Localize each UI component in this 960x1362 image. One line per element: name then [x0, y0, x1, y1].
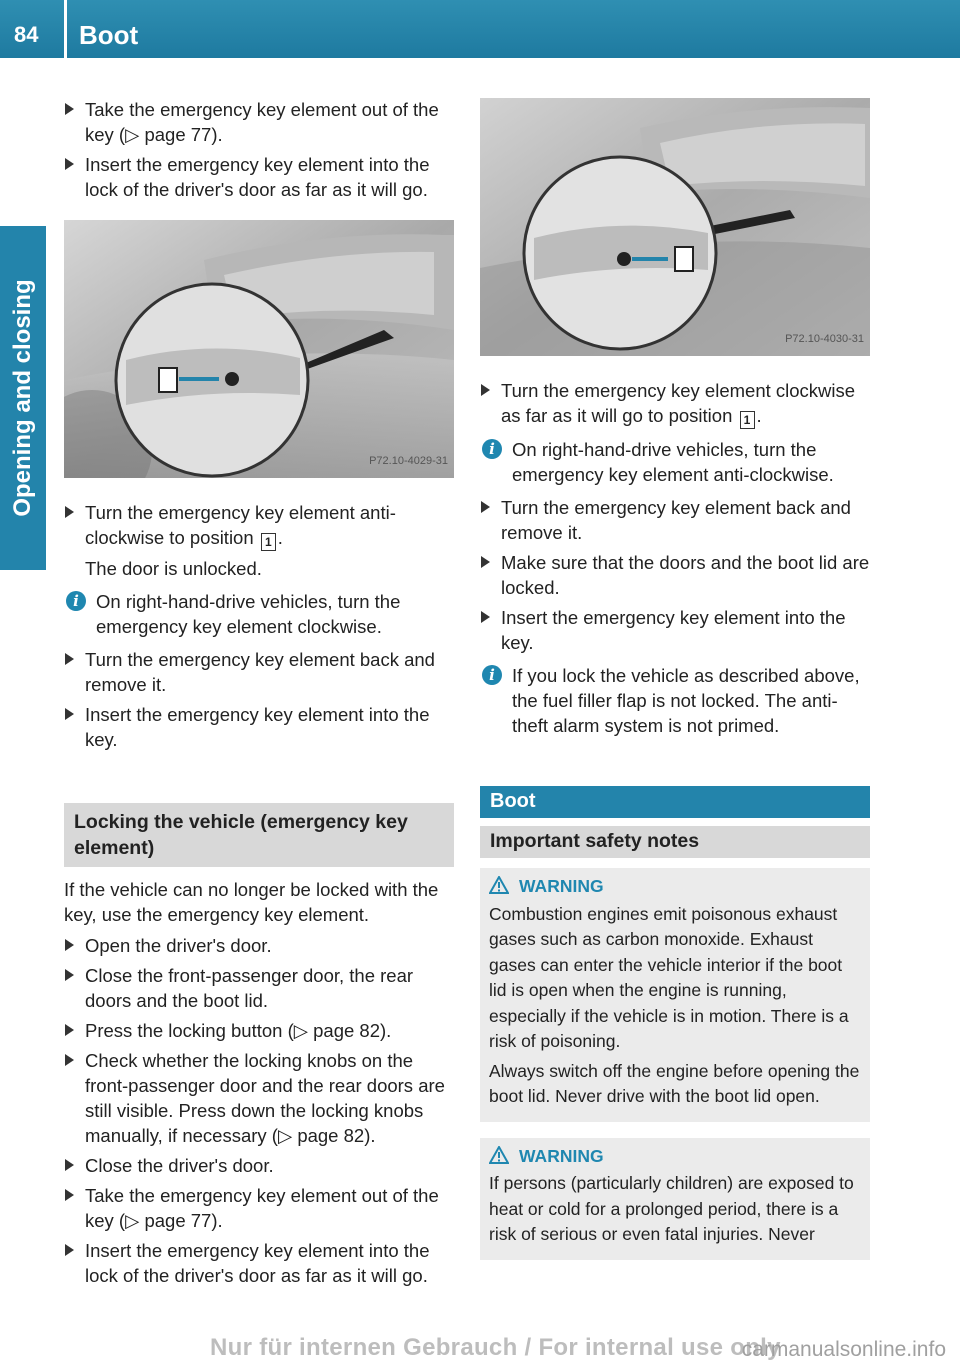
arrow-icon [65, 969, 74, 981]
side-tab-label: Opening and closing [9, 279, 36, 517]
arrow-icon [65, 1159, 74, 1171]
warning-icon [489, 1146, 509, 1164]
step-item: Close the front-passenger door, the rear doors and the boot lid. [64, 963, 454, 1013]
footer-watermark: Nur für internen Gebrauch / For internal use only [210, 1334, 781, 1361]
page-number: 84 [14, 22, 39, 47]
arrow-icon [65, 653, 74, 665]
door-lock-figure-right [480, 98, 870, 356]
step-item: Turn the emergency key element anti-clockwise to position 1 . [64, 500, 454, 551]
warning-title: WARNING [489, 1144, 861, 1170]
warning-box [480, 868, 870, 1122]
arrow-icon [65, 1054, 74, 1066]
step-item: Check whether the locking knobs on the front-passenger door and the rear doors are still visible. Press down the locking knobs manually, if necessary (▷ page 82). [64, 1048, 454, 1148]
arrow-icon [481, 501, 490, 513]
result-text: The door is unlocked. [85, 558, 262, 579]
step-item: Insert the emergency key element into the lock of the driver's door as far as it will go. [64, 1238, 454, 1288]
step-item: Turn the emergency key element clockwise as far as it will go to position 1 . [480, 378, 870, 429]
warning-icon [489, 876, 509, 894]
step-item: Turn the emergency key element back and remove it. [64, 647, 454, 697]
arrow-icon [65, 939, 74, 951]
page-header [0, 0, 960, 58]
car-door-illustration [480, 98, 870, 356]
info-icon: i [66, 591, 86, 611]
arrow-icon [65, 1189, 74, 1201]
arrow-icon [481, 384, 490, 396]
step-item: Turn the emergency key element back and remove it. [480, 495, 870, 545]
warning-text: Always switch off the engine before opening the boot lid. Never drive with the boot lid open. [489, 1060, 860, 1106]
warning-text: Combustion engines emit poisonous exhaust gases such as carbon monoxide. Exhaust gases can enter the vehicle interior if the boot lid is open when the engine is running, especially if the vehicle is in motion. There is a risk of poisoning. [489, 903, 849, 1051]
arrow-icon [65, 103, 74, 115]
left-column [64, 97, 454, 1293]
step-item: Close the driver's door. [64, 1153, 454, 1178]
info-note: i If you lock the vehicle as described above, the fuel filler flap is not locked. The anti-theft alarm system is not primed. [480, 663, 870, 738]
arrow-icon [481, 556, 490, 568]
step-item: Insert the emergency key element into the lock of the driver's door as far as it will go. [64, 152, 454, 202]
step-item: Open the driver's door. [64, 933, 454, 958]
step-item: Press the locking button (▷ page 82). [64, 1018, 454, 1043]
warning-box [480, 1138, 870, 1260]
info-icon: i [482, 439, 502, 459]
section-heading: Important safety notes [480, 826, 870, 858]
chapter-heading: Boot [480, 786, 870, 818]
arrow-icon [65, 158, 74, 170]
info-icon: i [482, 665, 502, 685]
arrow-icon [65, 1244, 74, 1256]
step-item: Insert the emergency key element into the key. [480, 605, 870, 655]
header-divider [64, 0, 67, 58]
right-column [480, 96, 870, 1260]
arrow-icon [65, 1024, 74, 1036]
position-marker: 1 [261, 533, 276, 551]
car-door-illustration [64, 220, 454, 478]
paragraph: If the vehicle can no longer be locked with the key, use the emergency key element. [64, 879, 439, 925]
figure-code: P72.10-4029-31 [369, 455, 448, 467]
position-marker: 1 [740, 411, 755, 429]
arrow-icon [481, 611, 490, 623]
warning-text: If persons (particularly children) are exposed to heat or cold for a prolonged period, there is a risk of serious or even fatal injuries. Never [489, 1173, 854, 1244]
step-item: Make sure that the doors and the boot lid are locked. [480, 550, 870, 600]
figure-code: P72.10-4030-31 [785, 333, 864, 345]
info-note: i On right-hand-drive vehicles, turn the emergency key element clockwise. [64, 589, 454, 639]
header-title: Boot [79, 20, 139, 50]
door-lock-figure-left [64, 220, 454, 478]
footer-site-watermark: carmanualsonline.info [741, 1338, 946, 1361]
step-item: Take the emergency key element out of the key (▷ page 77). [64, 1183, 454, 1233]
step-item: Take the emergency key element out of the key (▷ page 77). [64, 97, 454, 147]
arrow-icon [65, 708, 74, 720]
warning-title: WARNING [489, 874, 861, 900]
arrow-icon [65, 506, 74, 518]
section-heading: Locking the vehicle (emergency key element) [64, 803, 454, 867]
info-note: i On right-hand-drive vehicles, turn the emergency key element anti-clockwise. [480, 437, 870, 487]
step-item: Insert the emergency key element into the key. [64, 702, 454, 752]
